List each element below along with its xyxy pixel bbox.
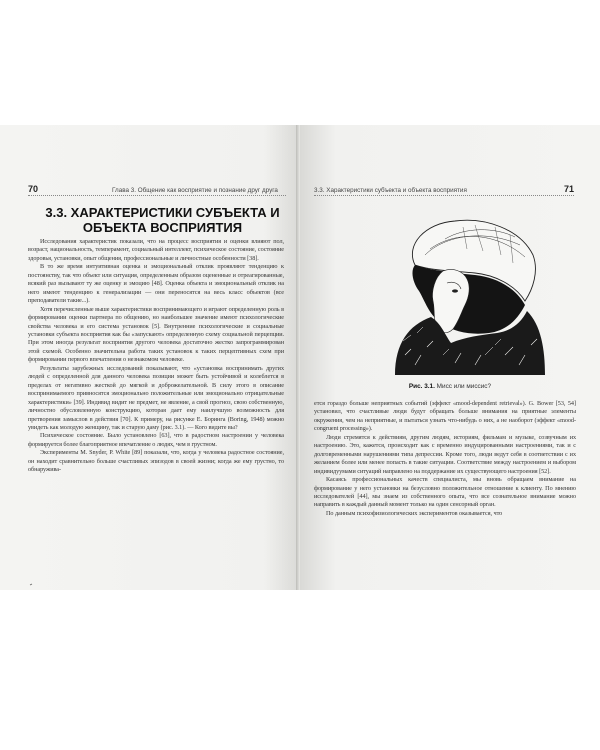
book-spread <box>0 125 600 590</box>
paragraph: Люди стремятся к действиям, другим людям, историям, фильмам и музыке, созвучным их настроению. Это, кажется, происходит как с временно индуцированными настроениями, так и с долговременными нарушениями типа депрессии. Кроме того, люди ведут себя в соответствии с их желанием более или менее попасть в такие ситуации. Соответствие между настроением и выбором индивидуумами ситуаций направлено на поддержание их существующего настроения [52]. <box>314 433 576 475</box>
paragraph: ется гораздо больше неприятных событий (эффект «mood-dependent retrieval»). G. Bower [53, 54] установил, что счастливые люди будут обращать больше внимания на приятные элементы окружения, чем на неприятные, и пытаться узнать что-нибудь о них, а не наоборот (эффект «mood-congruent processing»). <box>314 400 576 433</box>
left-header-rule <box>28 195 286 196</box>
right-body-text <box>314 400 576 518</box>
paragraph: Касаясь профессиональных качеств специалиста, мы вновь обращаем внимание на формирование у него установки на безусловно положительное отношение к клиенту. По мнению исследователей [44], мы знаем из собственного опыта, что все сознательное внимание можно направить в каждый данный момент только на один сенсорный орган. <box>314 476 576 509</box>
right-header-rule <box>314 195 574 196</box>
paragraph: По данным психофизиологических экспериментов оказывается, что <box>326 509 503 517</box>
left-page-number: 70 <box>28 184 39 194</box>
paragraph: Исследования характеристик показали, что на процесс восприятия и оценки влияют пол, возраст, национальность, темперамент, социальный интеллект, психическое состояние, состояние здоровья, установки, опыт общения, профессиональные и личностные особенности [38]. <box>28 238 284 262</box>
right-page <box>300 125 600 590</box>
paragraph: В то же время интуитивная оценка и эмоциональный отклик проявляют тенденцию к постоянству, так что объект или ситуация, определенным образом оцененные и отреагированные, всякий раз вызывают ту же оценку и эмоцию [48]. Оценка объекта и эмоциональный отклик на него имеют тенденцию к генерализации — они переносятся на весь класс объектов (все преподаватели такие...). <box>28 263 284 305</box>
section-title: 3.3. ХАРАКТЕРИСТИКИ СУБЪЕКТА И ОБЪЕКТА ВОСПРИЯТИЯ <box>45 205 280 235</box>
left-page <box>0 125 300 590</box>
paragraph: Хотя перечисленные выше характеристики воспринимающего и играют определенную роль в формировании оценки партнера по общению, но наибольшее значение имеют психологические свойства человека и его система установок [5]. Внутренние психологические и социальные установки субъекта восприятия как бы «запускают» определенную схему социальной перцепции. При этом иногда результат восприятия другого человека достаточно жестко запрограммирован этой схемой. Особенно значительна работа таких установок к таких перцептивных схем при формировании первого впечатления о незнакомом человеке. <box>28 305 284 364</box>
pencil-mark <box>0 580 40 590</box>
paragraph: Психическое состояние. Было установлено [63], что в радостном настроении у человека формируется более благоприятное впечатление о людях, чем в грустном. <box>28 432 284 448</box>
ambiguous-figure-illustration <box>355 205 545 375</box>
figure-caption-text: Мисс или миссис? <box>436 383 492 390</box>
paragraph: Эксперименты M. Snyder, P. White [89] показали, что, когда у человека радостное состояние, он находит сравнительно больше счастливых эпизодов в своей жизни; когда же ему грустно, то обнаружива- <box>28 449 284 474</box>
right-running-head: 3.3. Характеристики субъекта и объекта восприятия <box>314 187 467 194</box>
right-page-number: 71 <box>564 184 575 194</box>
figure-caption <box>330 383 570 390</box>
figure-caption-label: Рис. 3.1. <box>408 383 435 390</box>
paragraph: Результаты зарубежных исследований показывают, что «установка воспринимать других людей с определенной для данного человека позиции может быть устойчивой и колеблется в пределах от негативно жесткой до мягкой и доброжелательной. В силу этого в описание воспринимаемого привносятся эмоционально положительные или эмоционально отрицательные характеристики» [39]. Индивид видит не предмет, не явление, а свой прогноз, свою собственную, личностно обусловленную конструкцию, которая дает ему наилучшую возможность для претворения замыслов в действия [70]. К примеру, на рисунке Е. Боринга (Boring, 1948) можно увидеть как молодую женщину, так и старую даму (рис. 3.1). — Кого видите вы? <box>28 364 284 431</box>
left-body-text <box>28 238 284 475</box>
left-running-head: Глава 3. Общение как восприятие и познание друг друга <box>112 187 278 194</box>
